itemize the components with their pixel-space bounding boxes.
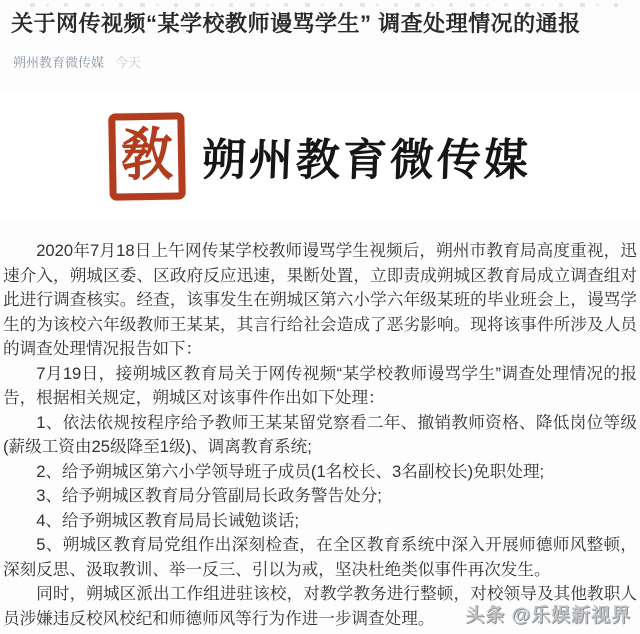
source-account-link[interactable]: 朔州教育微传媒: [13, 55, 105, 70]
paragraph-6: 4、给予朔城区教育局局长诫勉谈话;: [36, 510, 299, 530]
paragraph-8: 同时，朔城区派出工作组进驻该校，对教学教务进行整顿，对校领导及其他教职人员涉嫌违反校风校纪和师德师风等行为作进一步调查处理。: [3, 584, 637, 628]
article-body: [3, 239, 637, 631]
page-title: 关于网传视频“某学校教师谩骂学生” 调查处理情况的通报: [11, 11, 581, 36]
publish-time: 今天: [115, 55, 142, 70]
seal-character: 敎: [120, 123, 174, 188]
red-seal-stamp-icon: [108, 112, 186, 200]
brand-calligraphy-text: 朔州教育微传媒: [200, 136, 532, 185]
paragraph-3: 1、依法依规按程序给予教师王某某留党察看二年、撤销教师资格、降低岗位等级(薪级工资由25级降至1级)、调离教育系统;: [3, 412, 637, 456]
paragraph-7: 5、朔城区教育局党组作出深刻检查，在全区教育系统中深入开展师德师风整顿，深刻反思、汲取教训、举一反三、引以为戒，坚决杜绝类似事件再次发生。: [3, 535, 637, 579]
paragraph-4: 2、给予朔城区第六小学领导班子成员(1名校长、3名副校长)免职处理;: [36, 461, 545, 481]
brand-logo-image: [0, 93, 640, 219]
paragraph-2: 7月19日，接朔城区教育局关于网传视频“某学校教师谩骂学生”调查处理情况的报告，根据相关规定，朔城区对该事件作出如下处理：: [3, 363, 637, 407]
cropped-text-artifact: [30, 3, 626, 7]
toutiao-watermark: 头条 @乐娱新视界: [465, 605, 631, 626]
paragraph-1: 2020年7月18日上午网传某学校教师谩骂学生视频后，朔州市教育局高度重视，迅速介入，朔城区委、区政府反应迅速，果断处置，立即责成朔城区教育局成立调查组对此进行调查核实。经查，该事发生在朔城区第六小学六年级某班的毕业班会上，谩骂学生的为该校六年级教师王某某，其言行给社会造成了恶劣影响。现将该事件所涉及人员的调查处理情况报告如下：: [3, 241, 637, 358]
paragraph-5: 3、给予朔城区教育局分管副局长政务警告处分;: [36, 486, 382, 505]
article-meta: [13, 52, 640, 71]
